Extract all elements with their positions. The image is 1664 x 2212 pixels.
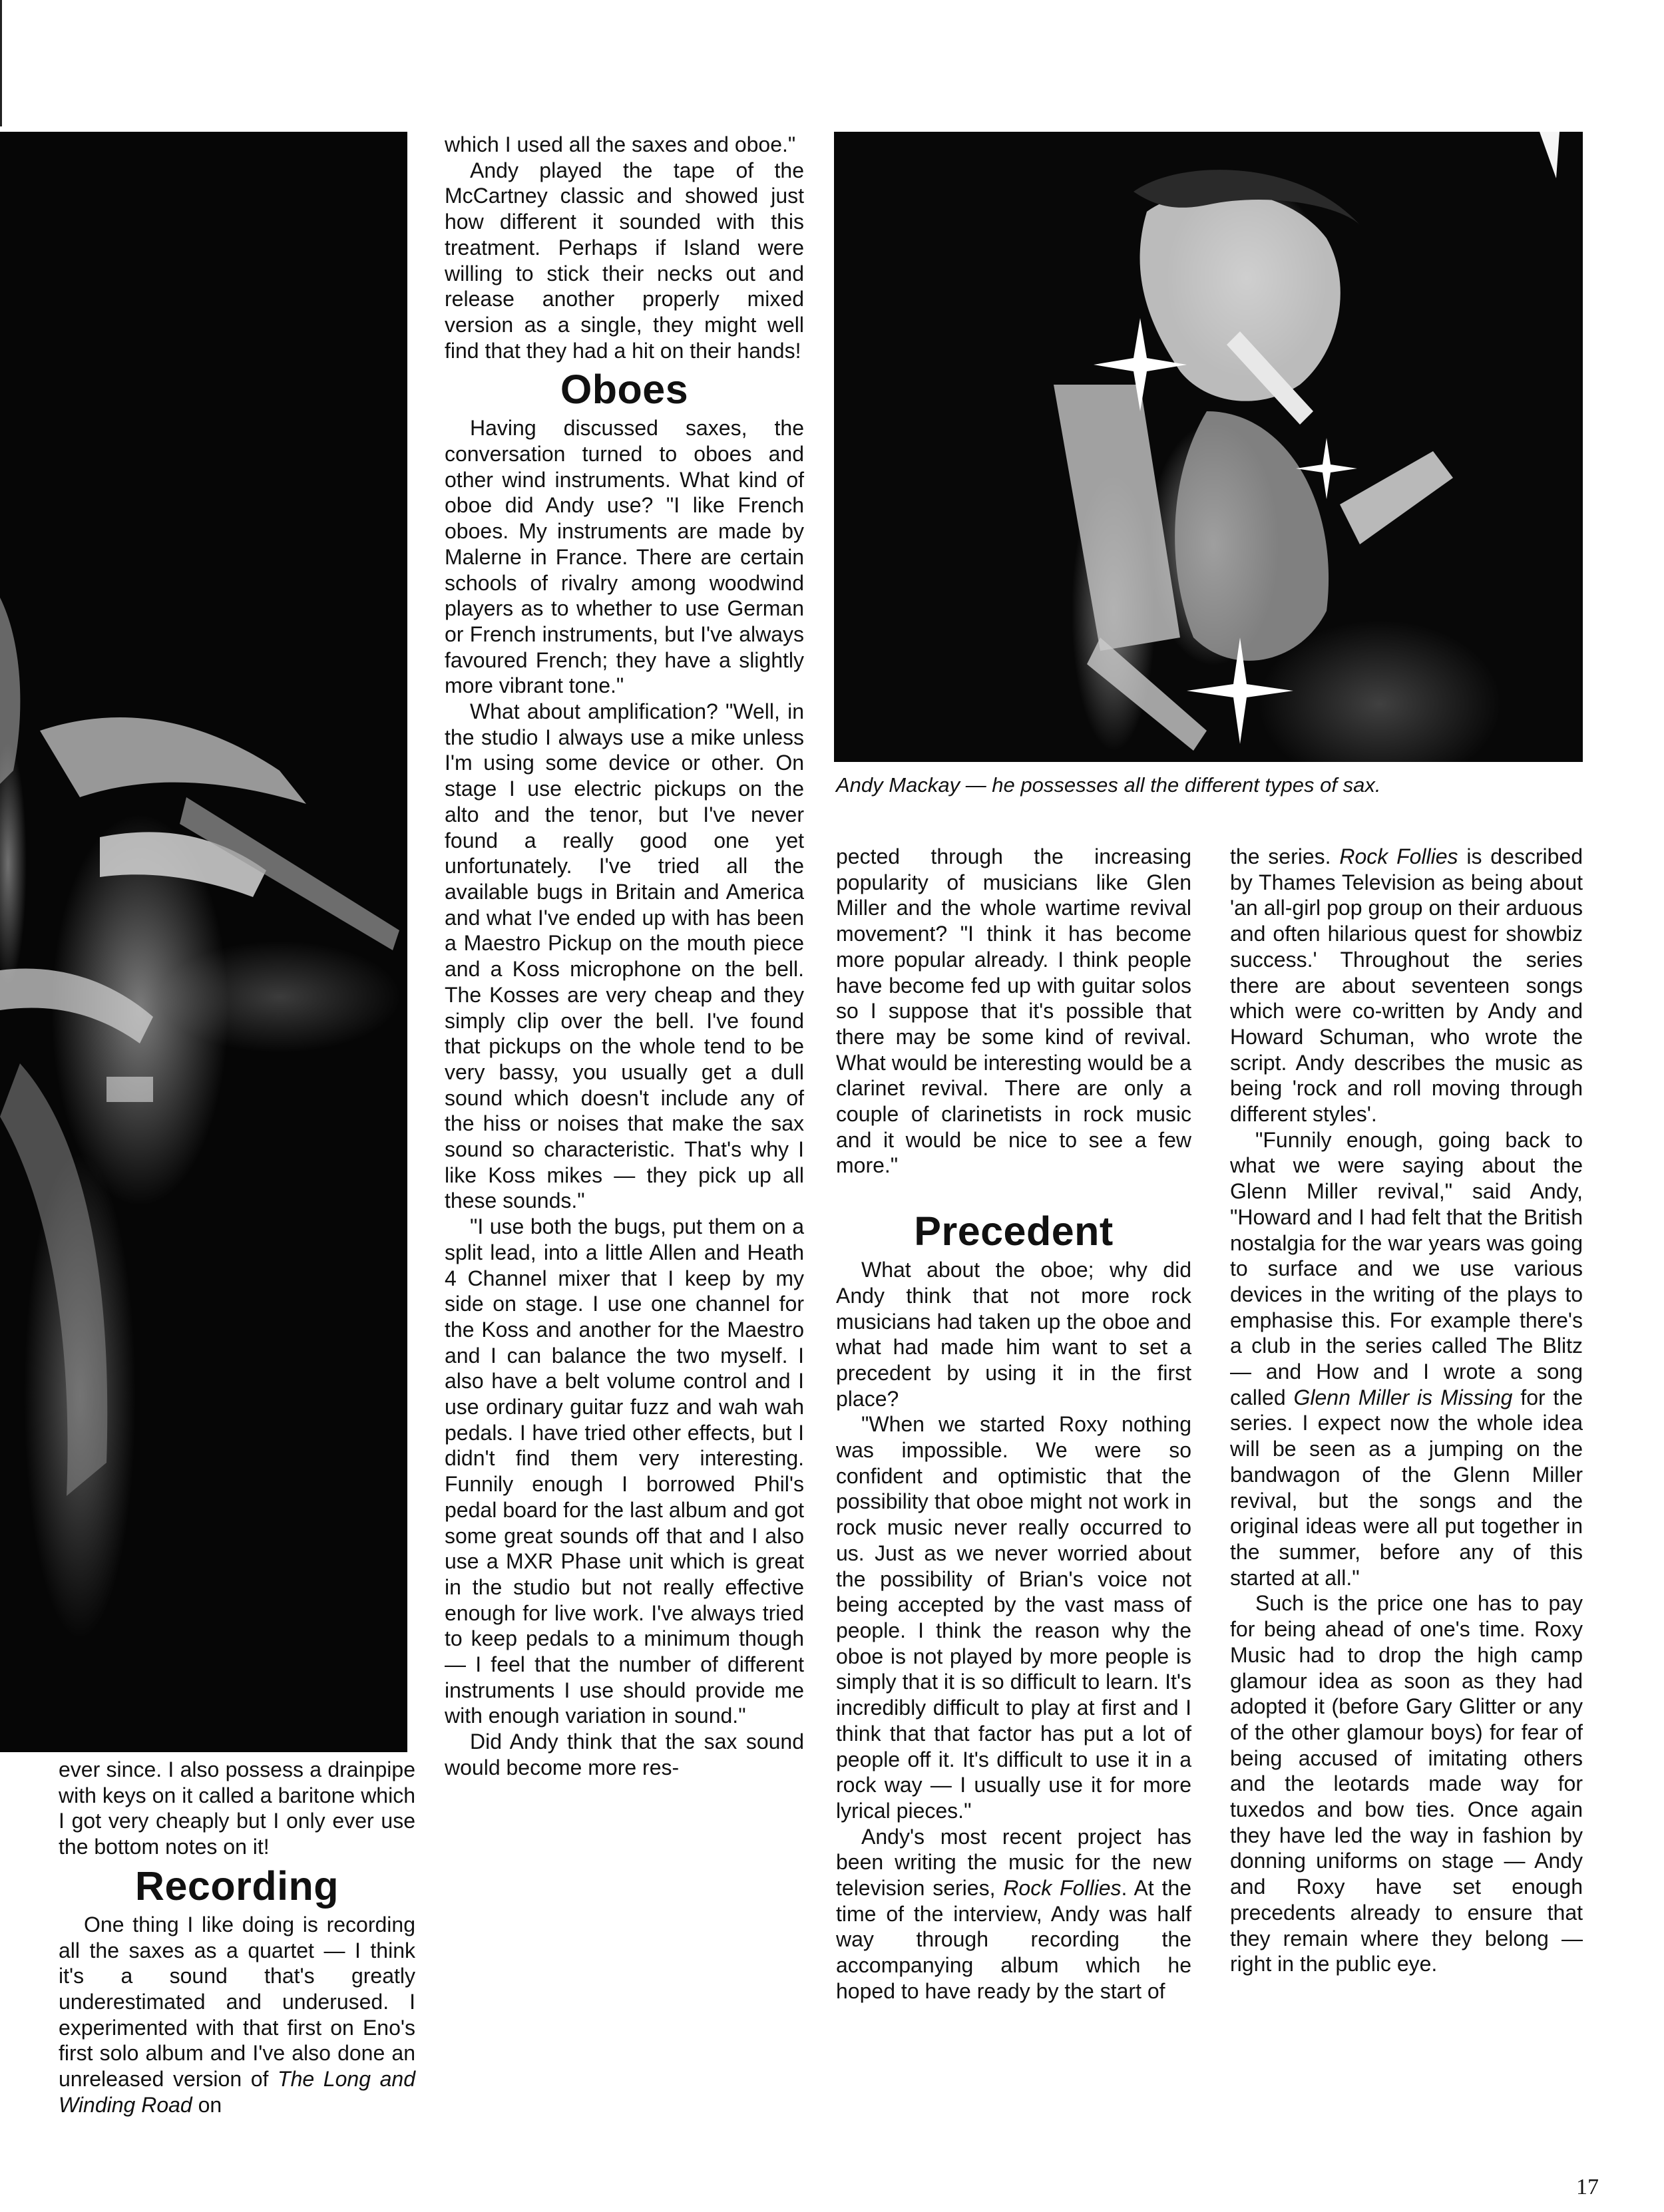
paragraph: Having discussed saxes, the conversation turned to oboes and other wind instruments. What kind of oboe did Andy use? "I like French oboes. My instruments are made by Malerne in France. There are certain schools of rivalry among woodwind players as to whether to use German or French instruments, but I've always favoured French; they have a slightly more vibrant tone."	[445, 416, 804, 698]
article-column-2	[445, 132, 804, 1781]
paragraph: ever since. I also possess a drainpipe with keys on it called a baritone which I got very cheaply but I only ever use the bottom notes on it!	[59, 1757, 415, 1859]
paragraph: Andy's most recent project has been writing the music for the new television series, Rock Follies. At the time of the interview, Andy was half way through recording the accompanying album which he hoped to have ready by the start of	[836, 1824, 1192, 2003]
paragraph: What about amplification? "Well, in the studio I always use a mike unless I'm using some device or other. On stage I use electric pickups on the alto and the tenor, but I've never found a really good one yet unfortunately. I've tried all the available bugs in Britain and America and what I've ended up with has been a Maestro Pickup on the mouth piece and a Koss microphone on the bell. The Kosses are very cheap and they simply clip over the bell. I've found that pickups on the whole tend to be very bassy, you usually get a dull sound which doesn't include any of the hiss or noises that make the sax sound so characteristic. That's why I like Koss mikes — they pick up all these sounds."	[445, 699, 804, 1213]
article-column-3	[836, 844, 1191, 2004]
article-column-4	[1230, 844, 1583, 1977]
photo-caption: Andy Mackay — he possesses all the different types of sax.	[836, 773, 1381, 797]
paragraph: Did Andy think that the sax sound would become more res-	[445, 1730, 804, 1779]
saxophonist-stage-photo	[834, 132, 1583, 762]
paragraph: One thing I like doing is recording all the saxes as a quartet — I think it's a sound that's greatly underestimated and underused. I experimented with that first on Eno's first solo album and I've also done an unreleased version of The Long and Winding Road on	[59, 1912, 416, 2117]
paragraph: Such is the price one has to pay for being ahead of one's time. Roxy Music had to drop the high camp glamour idea as soon as they had adopted it (before Gary Glitter or any of the other glamour boys) for fear of being accused of imitating others and the leotards made way for tuxedos and bow ties. Once again they have led the way in fashion by donning uniforms on stage — Andy and Roxy have set enough precedents already to ensure that they remain where they belong — right in the public eye.	[1230, 1591, 1583, 1976]
paragraph: What about the oboe; why did Andy think that not more rock musicians had taken up the oboe and what had made him want to set a precedent by using it in the first place?	[836, 1258, 1191, 1411]
saxophonist-stage-photo-icon	[834, 132, 1583, 762]
paragraph: "I use both the bugs, put them on a split lead, into a little Allen and Heath 4 Channel mixer that I keep by my side on stage. I use one channel for the Koss and another for the Maestro and I can balance the two myself. I also have a belt volume control and I use ordinary guitar fuzz and wah wah pedals. I have tried other effects, but I didn't find them very interesting. Funnily enough I borrowed Phil's pedal board for the last album and got some great sounds off that and I also use a MXR Phase unit which is great in the studio but not really effective enough for live work. I've always tried to keep pedals to a minimum though — I feel that the number of different instruments I use should provide me with enough variation in sound."	[445, 1214, 804, 1728]
paragraph: the series. Rock Follies is described by Thames Television as being about 'an all-girl pop group on their arduous and often hilarious quest for showbiz success.' Throughout the series there are about seventeen songs which were co-written by Andy and Howard Schuman, who wrote the script. Andy describes the music as being 'rock and roll moving through different styles'.	[1230, 844, 1583, 1127]
article-column-1	[59, 1757, 415, 2118]
saxophonist-closeup-photo-icon	[0, 132, 407, 1752]
page-number: 17	[1576, 2175, 1599, 2199]
tv-series-title: Rock Follies	[1003, 1876, 1122, 1901]
section-heading-oboes: Oboes	[560, 367, 689, 413]
tv-series-title: Rock Follies	[1339, 844, 1458, 868]
page-edge-rule	[0, 0, 2, 126]
section-heading-precedent: Precedent	[914, 1208, 1114, 1254]
saxophonist-closeup-photo	[0, 132, 407, 1752]
song-title: Glenn Miller is Missing	[1293, 1385, 1513, 1409]
paragraph: pected through the increasing popularity of musicians like Glen Miller and the whole wartime revival movement? "I think it has become more popular already. I think people have become fed up with guitar solos so I suppose that it's possible that there may be some kind of revival. What would be interesting would be a clarinet revival. There are only a couple of clarinetists in rock music and it would be nice to see a few more."	[836, 844, 1191, 1178]
song-title: The Long and Winding Road	[59, 2067, 416, 2117]
paragraph: "Funnily enough, going back to what we were saying about the Glenn Miller revival," said Andy, "Howard and I had felt that the British nostalgia for the war years was going to surface and we use various devices in the writing of the plays to emphasise this. For example there's a club in the series called The Blitz — and How and I wrote a song called Glenn Miller is Missing for the series. I expect now the whole idea will be seen as a jumping on the bandwagon of the Glenn Miller revival, but the songs and the original ideas were all put together in the summer, before any of this started at all."	[1230, 1127, 1583, 1590]
paragraph: "When we started Roxy nothing was impossible. We were so confident and optimistic that the possibility that oboe might not work in rock music never really occurred to us. Just as we never worried about the possibility of Brian's voice not being accepted by the vast mass of people. I think the reason why the oboe is not played by more people is simply that it is so difficult to learn. It's incredibly difficult to play at first and I think that that factor has put a lot of people off it. It's difficult to use it in a rock way — I usually use it for more lyrical pieces."	[836, 1412, 1191, 1823]
paragraph: which I used all the saxes and oboe."	[445, 132, 796, 156]
paragraph: Andy played the tape of the McCartney classic and showed just how different it sounded with this treatment. Perhaps if Island were willing to stick their necks out and release another properly mixed version as a single, they might well find that they had a hit on their hands!	[445, 158, 804, 363]
section-heading-recording: Recording	[134, 1863, 339, 1909]
